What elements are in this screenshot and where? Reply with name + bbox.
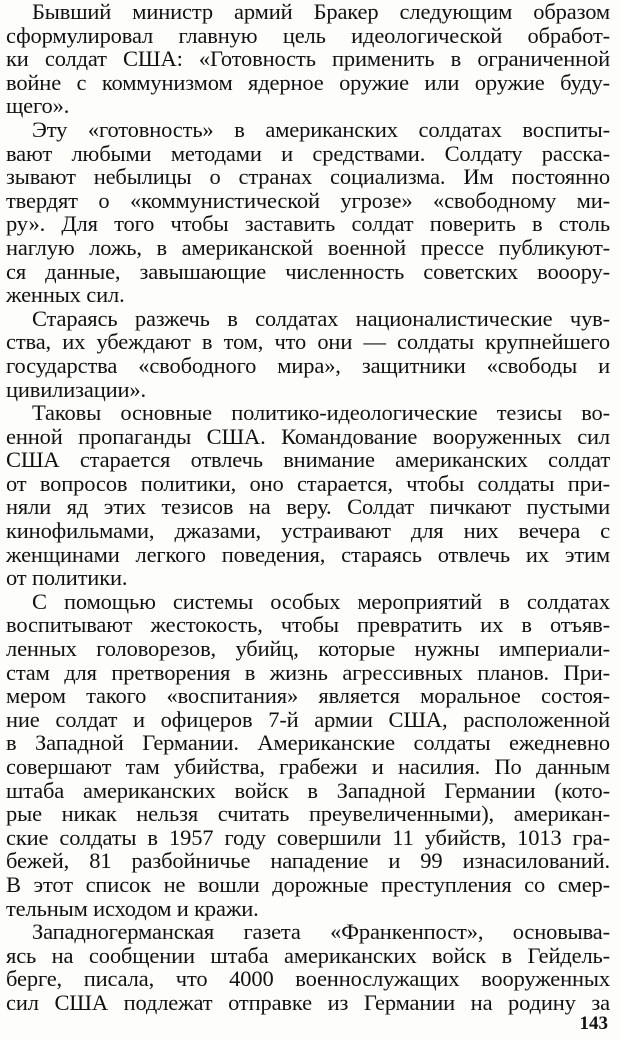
paragraph: [6, 118, 610, 307]
paragraph: [6, 0, 610, 118]
text-line: твердят о «коммунистической угрозе» «свободному ми-: [6, 187, 610, 213]
page-number: 143: [579, 1013, 608, 1034]
text-line: наглую ложь, в американской военной прессе публикуют-: [6, 234, 610, 260]
text-line: ленных головорезов, убийц, которые нужны империали-: [6, 636, 610, 662]
text-line: няли яд этих тезисов на веру. Солдат пичкают пустыми: [6, 494, 610, 520]
text-line: цивилизации».: [6, 376, 146, 402]
text-line: мером такого «воспитания» является моральное состоя-: [6, 683, 610, 709]
paragraph: [6, 920, 610, 1014]
text-line: Западногерманская газета «Франкенпост», основыва-: [32, 919, 610, 945]
text-line: вают любыми методами и средствами. Солдату расска-: [6, 140, 610, 166]
text-line: ства, их убеждают в том, что они — солдаты крупнейшего: [6, 329, 610, 355]
text-line: Эту «готовность» в американских солдатах воспиты-: [32, 116, 610, 142]
text-line: зывают небылицы о странах социализма. Им постоянно: [6, 164, 610, 190]
text-line: стам для претворения в жизнь агрессивных планов. При-: [6, 659, 610, 685]
text-line: Стараясь разжечь в солдатах националистические чув-: [32, 305, 610, 331]
text-line: государства «свободного мира», защитники «свободы и: [6, 352, 610, 378]
text-line: бежей, 81 разбойничье нападение и 99 изнасилований.: [6, 848, 610, 874]
text-line: ру». Для того чтобы заставить солдат поверить в столь: [6, 211, 610, 237]
text-line: ся данные, завышающие численность советских вооору-: [6, 258, 610, 284]
text-line: С помощью системы особых мероприятий в солдатах: [32, 588, 610, 614]
text-line: США старается отвлечь внимание американских солдат: [6, 447, 610, 473]
text-line: Бывший министр армий Бракер следующим образом: [32, 0, 610, 24]
paragraph: [6, 401, 610, 590]
text-line: ние солдат и офицеров 7-й армии США, расположенной: [6, 706, 610, 732]
text-line: совершают там убийства, грабежи и насилия. По данным: [6, 754, 610, 779]
text-line: В этот список не вошли дорожные преступления со смер-: [6, 871, 610, 897]
text-line: кинофильмами, джазами, устраивают для них вечера с: [6, 518, 610, 544]
text-line: тельным исходом и кражи.: [6, 895, 259, 921]
body-text: [6, 0, 610, 1015]
text-line: от политики.: [6, 565, 128, 591]
text-line: щего».: [6, 93, 70, 119]
paragraph: [6, 307, 610, 401]
paragraph: [6, 590, 610, 920]
text-line: сформулировал главную цель идеологической обработ-: [6, 22, 610, 48]
text-line: женных сил.: [6, 282, 125, 308]
text-line: штаба американских войск в Западной Германии (кото-: [6, 777, 610, 803]
text-line: в Западной Германии. Американские солдаты ежедневно: [6, 730, 610, 756]
text-line: Таковы основные политико-идеологические тезисы во-: [32, 400, 610, 426]
text-line: войне с коммунизмом ядерное оружие или оружие буду-: [6, 69, 610, 95]
text-line: от вопросов политики, оно старается, чтобы солдаты при-: [6, 470, 610, 496]
text-line: рые никак нельзя считать преувеличенными), американ-: [6, 801, 610, 827]
text-line: сил США подлежат отправке из Германии на родину за: [6, 989, 610, 1015]
text-line: ки солдат США: «Готовность применить в ограниченной: [6, 46, 610, 72]
text-line: ясь на сообщении штаба американских войск в Гейдель-: [6, 942, 610, 968]
text-line: женщинами легкого поведения, стараясь отвлечь их этим: [6, 541, 610, 567]
text-line: воспитывают жестокость, чтобы превратить их в отъяв-: [6, 612, 610, 638]
text-line: берге, писала, что 4000 военнослужащих вооруженных: [6, 966, 610, 992]
text-line: енной пропаганды США. Командование вооруженных сил: [6, 423, 610, 449]
text-line: ские солдаты в 1957 году совершили 11 убийств, 1013 гра-: [6, 824, 610, 850]
